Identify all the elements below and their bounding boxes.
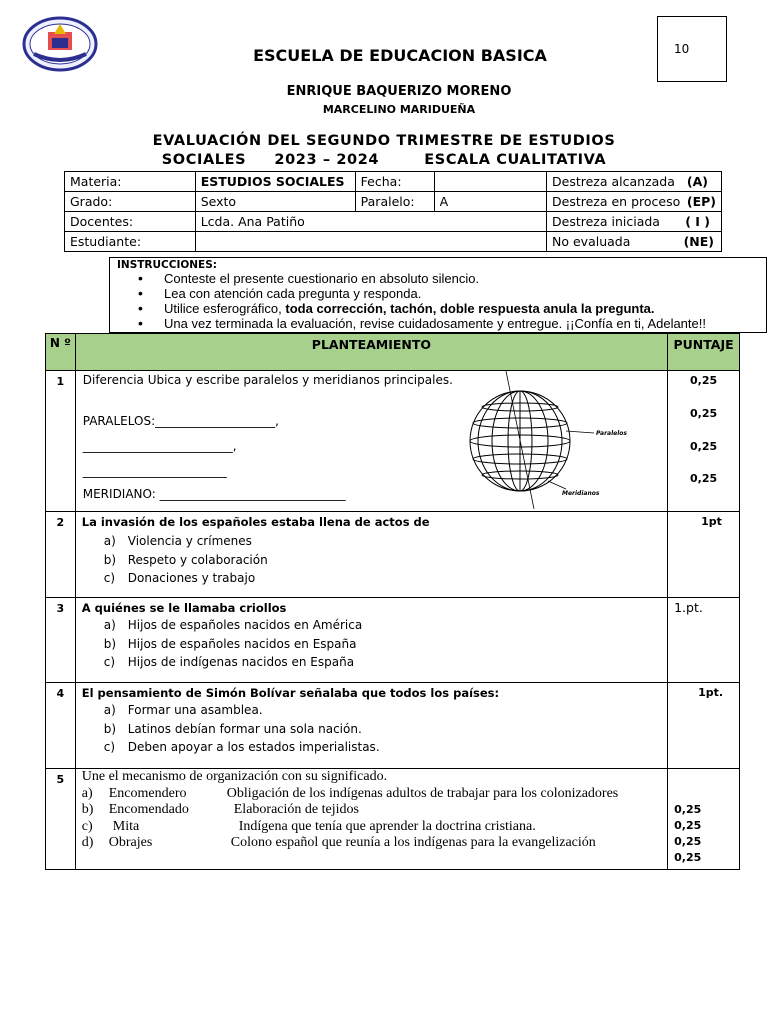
- question-body: [75, 769, 667, 870]
- school-title: ESCUELA DE EDUCACION BASICA: [253, 46, 547, 65]
- question-points: 1pt.: [668, 683, 740, 769]
- option-b[interactable]: [104, 551, 661, 570]
- match-meaning[interactable]: Colono español que reunía a los indígenas para la evangelización: [230, 835, 596, 850]
- evaluation-subtitle: [0, 152, 768, 168]
- match-term[interactable]: Mita: [112, 818, 140, 834]
- question-text: Diferencia Ubica y escribe paralelos y meridianos principales.: [82, 373, 453, 387]
- option-letter: c): [103, 571, 116, 585]
- estudiante-field[interactable]: [195, 232, 546, 252]
- option-text: Hijos de indígenas nacidos en España: [127, 655, 355, 669]
- question-row: [46, 769, 740, 870]
- docentes-value: Lcda. Ana Patiño: [195, 212, 546, 232]
- option-letter: b): [103, 721, 117, 736]
- points-value: 0,25: [674, 835, 702, 848]
- option-text: Donaciones y trabajo: [127, 571, 256, 585]
- option-a[interactable]: [104, 616, 661, 635]
- scale-title: ESCALA CUALITATIVA: [424, 152, 607, 168]
- option-c[interactable]: [104, 569, 661, 588]
- match-row: [82, 835, 661, 852]
- points-value: 0,25: [689, 472, 718, 485]
- questions-table: [45, 333, 740, 870]
- question-body: [75, 512, 667, 598]
- match-letter: a): [81, 785, 93, 801]
- answer-line[interactable]: _________________________,: [82, 439, 237, 453]
- option-text: Latinos debían formar una sola nación.: [127, 721, 362, 736]
- docentes-label: Docentes:: [65, 212, 196, 232]
- option-text: Formar una asamblea.: [127, 703, 263, 717]
- scale-ne: [547, 232, 722, 252]
- student-info-table: [64, 171, 722, 252]
- match-meaning[interactable]: Elaboración de tejidos: [233, 802, 359, 817]
- instruction-item: • Una vez terminada la evaluación, revise cuidadosamente y entregue. ¡¡Confía en ti, Adelante!!: [110, 316, 706, 331]
- school-years: 2023 – 2024: [274, 152, 380, 168]
- option-letter: c): [103, 655, 116, 669]
- scale-a-label: Destreza alcanzada: [552, 174, 675, 189]
- points-value: 0,25: [674, 851, 702, 864]
- points-value: 0,25: [689, 374, 718, 387]
- question-number: 1: [46, 371, 76, 512]
- option-letter: b): [103, 552, 117, 567]
- score-box: 10: [657, 16, 727, 82]
- options-list: [104, 701, 661, 757]
- match-letter: d): [81, 835, 94, 850]
- match-row: [82, 802, 661, 819]
- scale-ep-label: Destreza en proceso: [552, 194, 681, 209]
- question-body: [75, 683, 667, 769]
- instructions-title: INSTRUCCIONES:: [117, 259, 217, 271]
- match-term[interactable]: Encomendero: [108, 785, 187, 801]
- option-a[interactable]: [104, 532, 661, 551]
- instruction-item: [110, 301, 706, 316]
- option-a[interactable]: [104, 701, 661, 720]
- points-value: 0,25: [689, 440, 718, 453]
- question-points: [668, 371, 740, 512]
- option-text: Hijos de españoles nacidos en América: [127, 618, 363, 632]
- question-points: 1.pt.: [668, 598, 740, 683]
- question-points: 1pt: [668, 512, 740, 598]
- scale-i: [547, 212, 722, 232]
- scale-ne-label: No evaluada: [552, 234, 631, 249]
- points-value: 0,25: [674, 819, 702, 832]
- match-term[interactable]: Obrajes: [108, 835, 153, 850]
- option-letter: b): [103, 636, 117, 651]
- option-c[interactable]: [104, 738, 661, 757]
- match-term[interactable]: Encomendado: [108, 802, 189, 817]
- scale-a: [547, 172, 722, 192]
- school-name: ENRIQUE BAQUERIZO MORENO: [286, 84, 512, 99]
- evaluation-title: EVALUACIÓN DEL SEGUNDO TRIMESTRE DE ESTUDIOS: [152, 133, 616, 149]
- option-letter: c): [103, 740, 116, 754]
- header-puntaje: PUNTAJE: [668, 334, 740, 371]
- header-planteamiento: PLANTEAMIENTO: [75, 334, 667, 371]
- option-letter: a): [103, 703, 116, 717]
- points-value: 0,25: [674, 803, 702, 816]
- option-b[interactable]: [104, 635, 661, 654]
- options-list: [104, 532, 661, 588]
- instructions-list: [110, 271, 706, 331]
- instruction-warning: toda corrección, tachón, doble respuesta anula la pregunta.: [285, 301, 655, 316]
- question-row: [46, 512, 740, 598]
- question-number: 4: [46, 683, 76, 769]
- match-row: [82, 786, 661, 803]
- match-row: [82, 819, 661, 836]
- option-c[interactable]: [104, 653, 661, 672]
- question-text: La invasión de los españoles estaba llena de actos de: [81, 515, 430, 529]
- instruction-text: Utilice esferográfico,: [164, 301, 286, 316]
- materia-value: ESTUDIOS SOCIALES: [195, 172, 355, 192]
- estudiante-label: Estudiante:: [65, 232, 196, 252]
- question-row: [46, 683, 740, 769]
- question-text: A quiénes se le llamaba criollos: [81, 601, 287, 615]
- question-number: 2: [46, 512, 76, 598]
- globe-label-meridians: Meridianos: [561, 490, 600, 497]
- scale-a-code: (A): [686, 174, 708, 189]
- instructions-box: [109, 257, 767, 333]
- option-letter: a): [103, 534, 116, 548]
- question-number: 3: [46, 598, 76, 683]
- match-letter: b): [81, 802, 94, 817]
- answer-line-meridian[interactable]: MERIDIANO: _______________________________: [82, 487, 346, 501]
- question-body: [75, 371, 667, 512]
- fecha-label: Fecha:: [355, 172, 434, 192]
- school-place: MARCELINO MARIDUEÑA: [322, 103, 476, 116]
- option-text: Violencia y crímenes: [127, 534, 252, 548]
- scale-ne-code: (NE): [683, 234, 714, 249]
- option-text: Respeto y colaboración: [127, 552, 268, 567]
- match-meaning[interactable]: Indígena que tenía que aprender la doctrina cristiana.: [238, 818, 536, 834]
- option-letter: a): [103, 618, 116, 632]
- scale-ep-code: (EP): [686, 194, 716, 209]
- question-points: [668, 769, 740, 870]
- grado-label: Grado:: [65, 192, 196, 212]
- materia-label: Materia:: [65, 172, 196, 192]
- option-text: Hijos de españoles nacidos en España: [127, 636, 357, 651]
- question-body: [75, 598, 667, 683]
- answer-line-parallels[interactable]: PARALELOS:____________________,: [82, 414, 279, 428]
- instruction-item: • Lea con atención cada pregunta y responda.: [110, 286, 706, 301]
- fecha-field[interactable]: [434, 172, 546, 192]
- options-list: [104, 616, 661, 672]
- match-letter: c): [81, 818, 93, 834]
- scale-ep: [547, 192, 722, 212]
- question-text: Une el mecanismo de organización con su significado.: [81, 769, 388, 784]
- question-row: [46, 598, 740, 683]
- scale-i-code: ( I ): [685, 214, 710, 229]
- globe-diagram: [448, 371, 628, 509]
- question-row: [46, 371, 740, 512]
- scale-i-label: Destreza iniciada: [552, 214, 660, 229]
- subject-word: SOCIALES: [161, 152, 247, 168]
- paralelo-value: A: [434, 192, 546, 212]
- instruction-item: • Conteste el presente cuestionario en absoluto silencio.: [110, 271, 706, 286]
- option-text: Deben apoyar a los estados imperialistas.: [127, 740, 380, 754]
- header-number: N º: [46, 334, 76, 371]
- points-value: 0,25: [689, 407, 718, 420]
- globe-label-parallels: Paralelos: [595, 430, 627, 437]
- grado-value: Sexto: [195, 192, 355, 212]
- paralelo-label: Paralelo:: [355, 192, 434, 212]
- answer-line[interactable]: ________________________: [82, 464, 227, 478]
- question-number: 5: [46, 769, 76, 870]
- question-text: El pensamiento de Simón Bolívar señalaba que todos los países:: [81, 686, 500, 700]
- match-meaning[interactable]: Obligación de los indígenas adultos de trabajar para los colonizadores: [226, 785, 619, 801]
- option-b[interactable]: [104, 720, 661, 739]
